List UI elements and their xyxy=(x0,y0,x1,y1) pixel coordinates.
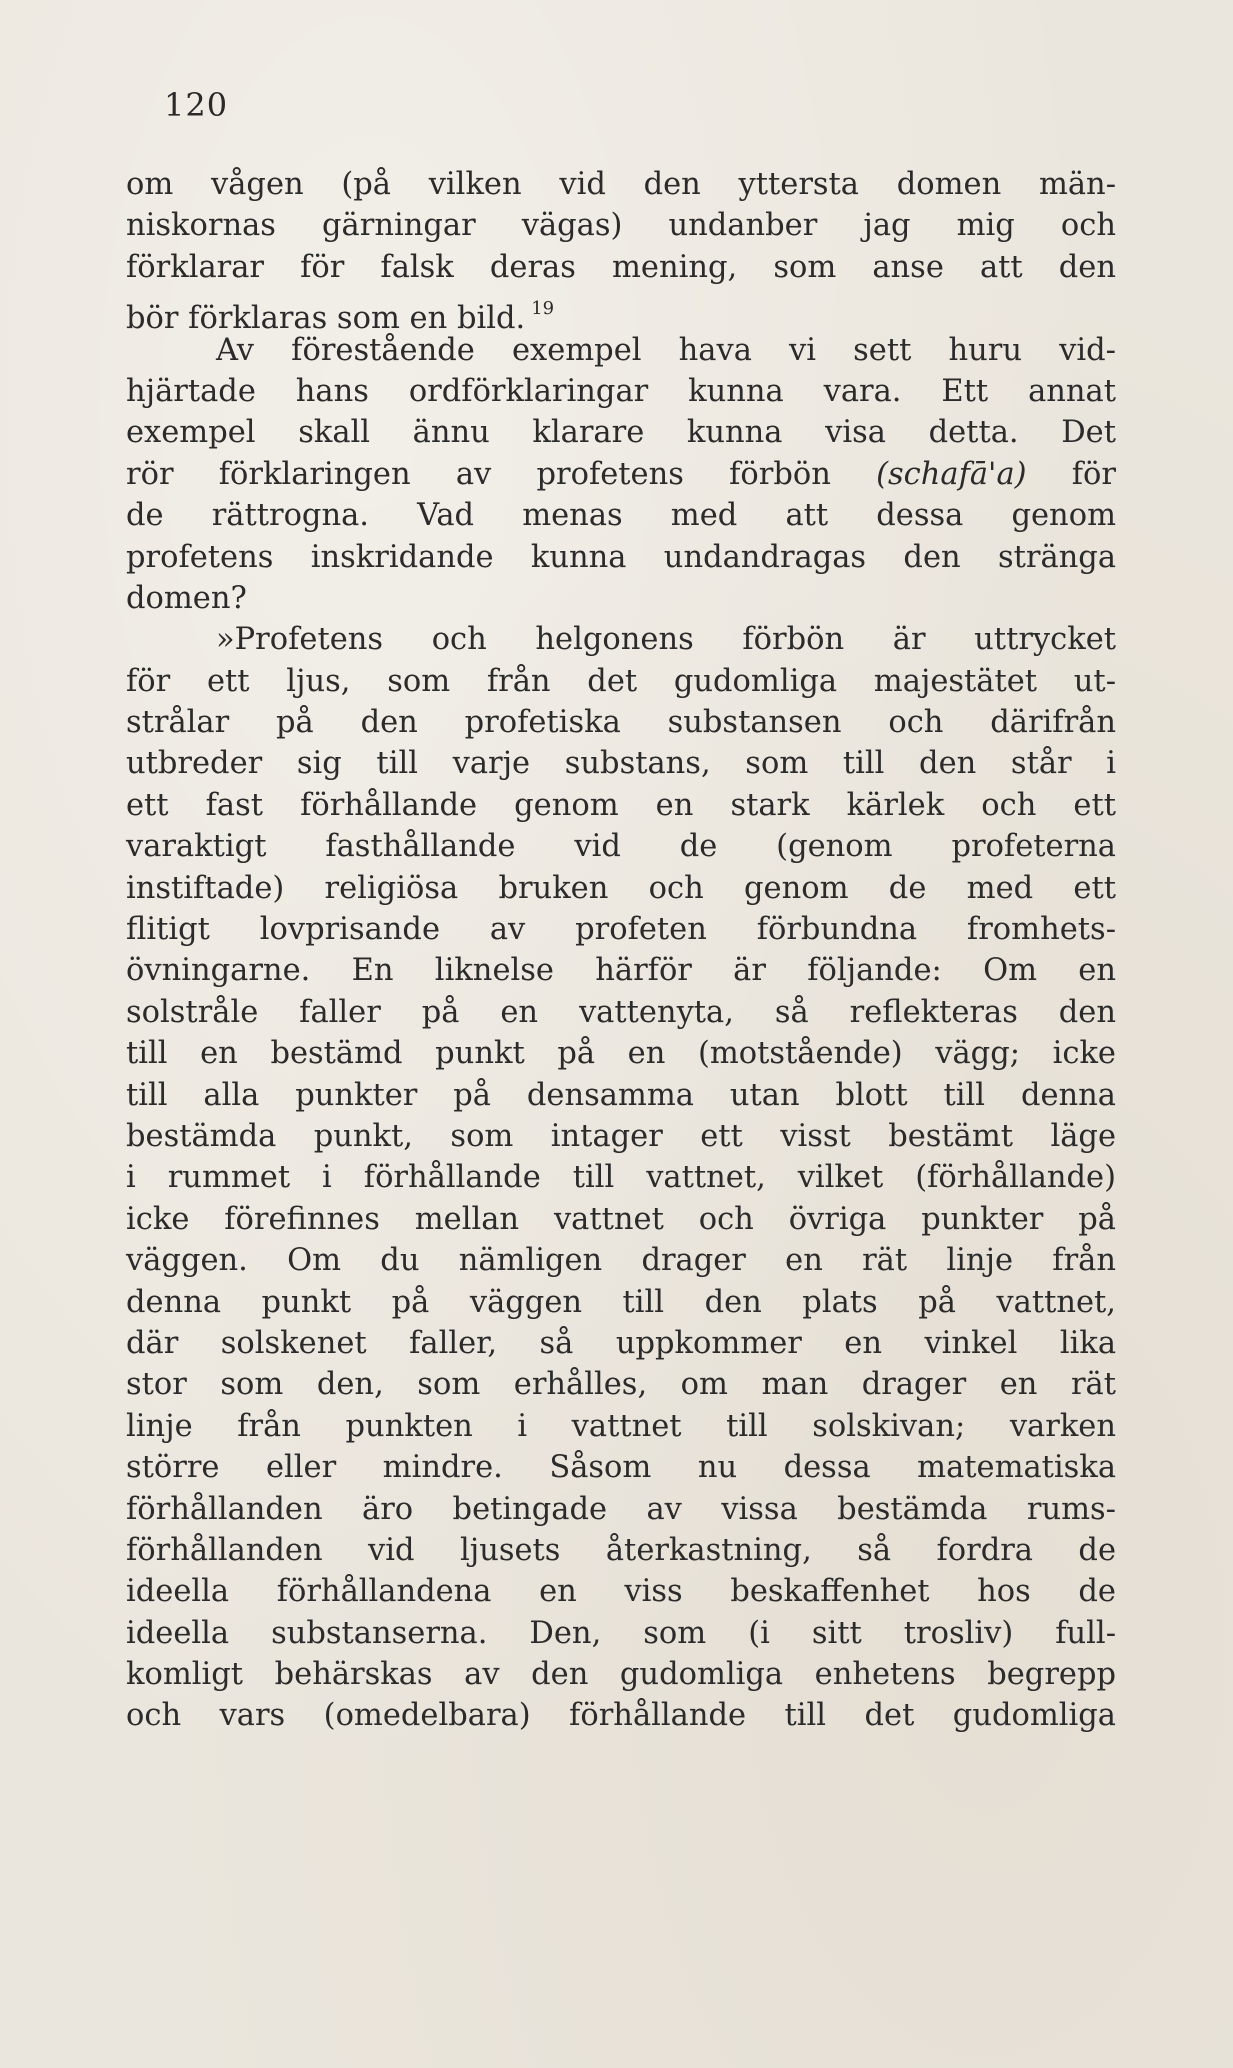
text-line: Av förestående exempel hava vi sett huru vid- xyxy=(216,332,1116,368)
text-line: linje från punkten i vattnet till solskivan; varken xyxy=(126,1408,1116,1444)
text-line: solstråle faller på en vattenyta, så reflekteras den xyxy=(126,994,1116,1030)
body-text xyxy=(126,164,1116,1737)
text-line: övningarne. En liknelse härför är följande: Om en xyxy=(126,953,1116,989)
text-line: instiftade) religiösa bruken och genom de med ett xyxy=(126,870,1116,906)
text-line: icke förefinnes mellan vattnet och övriga punkter på xyxy=(126,1201,1116,1237)
text-line: förhållanden vid ljusets återkastning, så fordra de xyxy=(126,1532,1116,1568)
page-number: 120 xyxy=(164,86,229,124)
text-fragment: bör förklaras som en bild. xyxy=(126,301,526,337)
text-line: i rummet i förhållande till vattnet, vilket (förhållande) xyxy=(126,1160,1116,1196)
text-line: stor som den, som erhålles, om man drager en rät xyxy=(126,1367,1116,1403)
text-line: ett fast förhållande genom en stark kärlek och ett xyxy=(126,787,1116,823)
text-line: profetens inskridande kunna undandragas den stränga xyxy=(126,539,1116,575)
text-line: exempel skall ännu klarare kunna visa detta. Det xyxy=(126,415,1116,451)
text-line: flitigt lovprisande av profeten förbundna fromhets- xyxy=(126,912,1116,948)
text-line: varaktigt fasthållande vid de (genom profeterna xyxy=(126,829,1116,865)
text-line: hjärtade hans ordförklaringar kunna vara. Ett annat xyxy=(126,373,1116,409)
text-line: domen? xyxy=(126,580,247,616)
text-line: »Profetens och helgonens förbön är uttrycket xyxy=(216,622,1116,658)
text-line xyxy=(126,288,1116,337)
footnote-reference: 19 xyxy=(531,298,555,320)
text-line: väggen. Om du nämligen drager en rät linje från xyxy=(126,1243,1116,1279)
text-line: för ett ljus, som från det gudomliga majestätet ut- xyxy=(126,663,1116,699)
text-line: förklarar för falsk deras mening, som anse att den xyxy=(126,249,1116,285)
text-line: förhållanden äro betingade av vissa bestämda rums- xyxy=(126,1491,1116,1527)
italic-term: (schafā'a) xyxy=(876,456,1027,492)
text-line: niskornas gärningar vägas) undanber jag mig och xyxy=(126,208,1116,244)
text-line: de rättrogna. Vad menas med att dessa genom xyxy=(126,498,1116,534)
text-line: och vars (omedelbara) förhållande till det gudomliga xyxy=(126,1698,1116,1734)
text-line: denna punkt på väggen till den plats på vattnet, xyxy=(126,1284,1116,1320)
text-line: större eller mindre. Såsom nu dessa matematiska xyxy=(126,1450,1116,1486)
text-line: strålar på den profetiska substansen och därifrån xyxy=(126,705,1116,741)
text-line xyxy=(126,454,1116,495)
text-fragment: rör förklaringen av profetens förbön xyxy=(126,456,831,492)
text-line: till en bestämd punkt på en (motstående) vägg; icke xyxy=(126,1036,1116,1072)
text-line: till alla punkter på densamma utan blott till denna xyxy=(126,1077,1116,1113)
text-line: där solskenet faller, så uppkommer en vinkel lika xyxy=(126,1325,1116,1361)
text-line: ideella förhållandena en viss beskaffenhet hos de xyxy=(126,1574,1116,1610)
text-line: ideella substanserna. Den, som (i sitt trosliv) full- xyxy=(126,1615,1116,1651)
text-line: om vågen (på vilken vid den yttersta domen män- xyxy=(126,167,1116,202)
text-fragment: för xyxy=(1071,456,1116,492)
text-line: utbreder sig till varje substans, som till den står i xyxy=(126,746,1116,782)
text-line: komligt behärskas av den gudomliga enhetens begrepp xyxy=(126,1657,1116,1693)
text-line: bestämda punkt, som intager ett visst bestämt läge xyxy=(126,1118,1116,1154)
